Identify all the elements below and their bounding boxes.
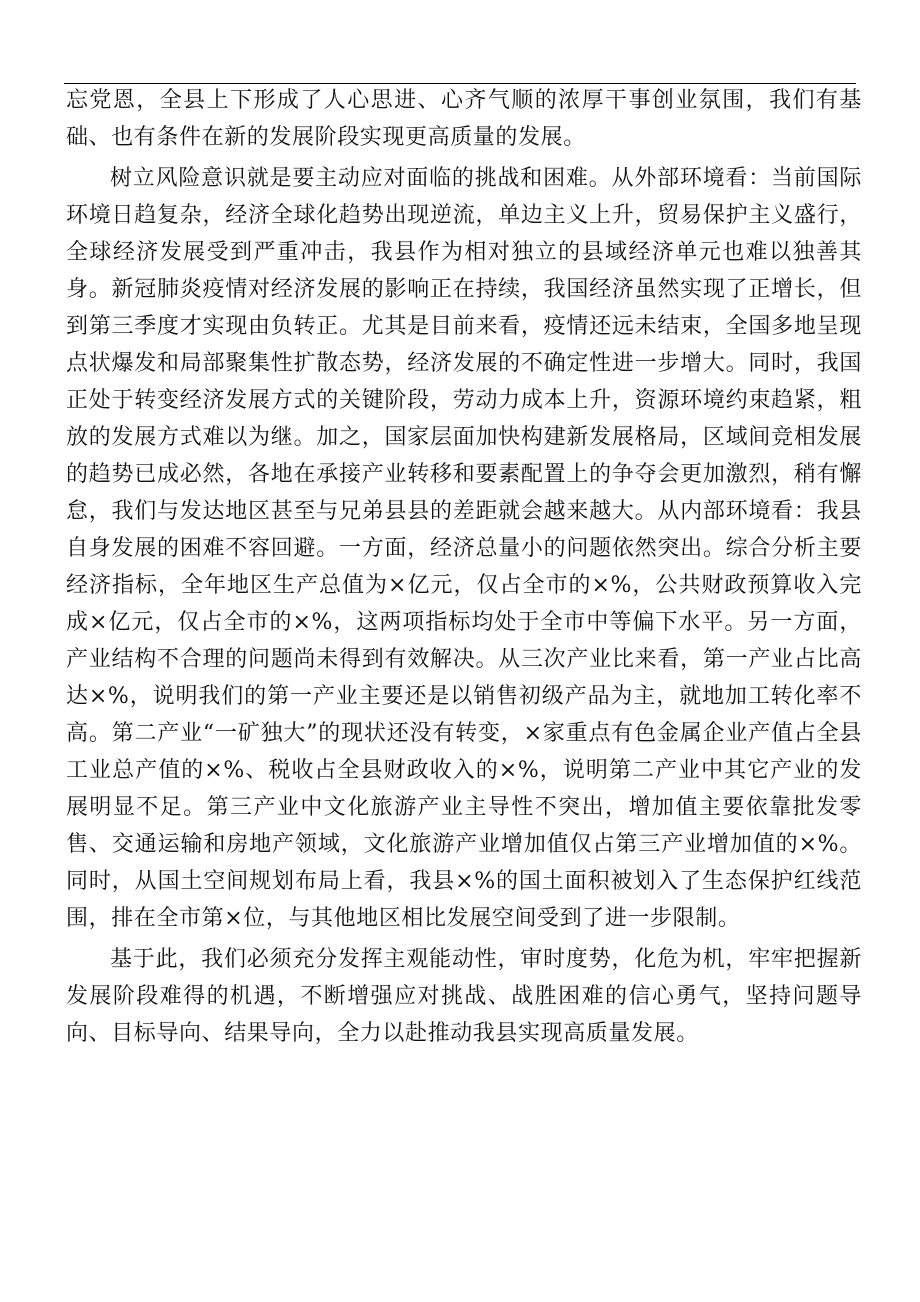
paragraph-conclusion: 基于此，我们必须充分发挥主观能动性，审时度势，化危为机，牢牢把握新发展阶段难得的机遇，不断增强应对挑战、战胜困难的信心勇气，坚持问题导向、目标导向、结果导向，全力以赴推动我县实现高质量发展。: [66, 947, 862, 1046]
document-body: [66, 82, 862, 1052]
paragraph-risk-awareness: 树立风险意识就是要主动应对面临的挑战和困难。从外部环境看：当前国际环境日趋复杂，经济全球化趋势出现逆流，单边主义上升，贸易保护主义盛行，全球经济发展受到严重冲击，我县作为相对独立的县域经济单元也难以独善其身。新冠肺炎疫情对经济发展的影响正在持续，我国经济虽然实现了正增长，但到第三季度才实现由负转正。尤其是目前来看，疫情还远未结束，全国多地呈现点状爆发和局部聚集性扩散态势，经济发展的不确定性进一步增大。同时，我国正处于转变经济发展方式的关键阶段，劳动力成本上升，资源环境约束趋紧，粗放的发展方式难以为继。加之，国家层面加快构建新发展格局，区域间竞相发展的趋势已成必然，各地在承接产业转移和要素配置上的争夺会更加激烈，稍有懈怠，我们与发达地区甚至与兄弟县县的差距就会越来越大。从内部环境看：我县自身发展的困难不容回避。一方面，经济总量小的问题依然突出。综合分析主要经济指标，全年地区生产总值为×亿元，仅占全市的×%，公共财政预算收入完成×亿元，仅占全市的×%，这两项指标均处于全市中等偏下水平。另一方面，产业结构不合理的问题尚未得到有效解决。从三次产业比来看，第一产业占比高达×%，说明我们的第一产业主要还是以销售初级产品为主，就地加工转化率不高。第二产业“一矿独大”的现状还没有转变，×家重点有色金属企业产值占全县工业总产值的×%、税收占全县财政收入的×%，说明第二产业中其它产业的发展明显不足。第三产业中文化旅游产业主导性不突出，增加值主要依靠批发零售、交通运输和房地产领域，文化旅游产业增加值仅占第三产业增加值的×%。同时，从国土空间规划布局上看，我县×%的国土面积被划入了生态保护红线范围，排在全市第×位，与其他地区相比发展空间受到了进一步限制。: [66, 166, 862, 931]
paragraph-continuation: 忘党恩，全县上下形成了人心思进、心齐气顺的浓厚干事创业氛围，我们有基础、也有条件在新的发展阶段实现更高质量的发展。: [66, 88, 862, 150]
